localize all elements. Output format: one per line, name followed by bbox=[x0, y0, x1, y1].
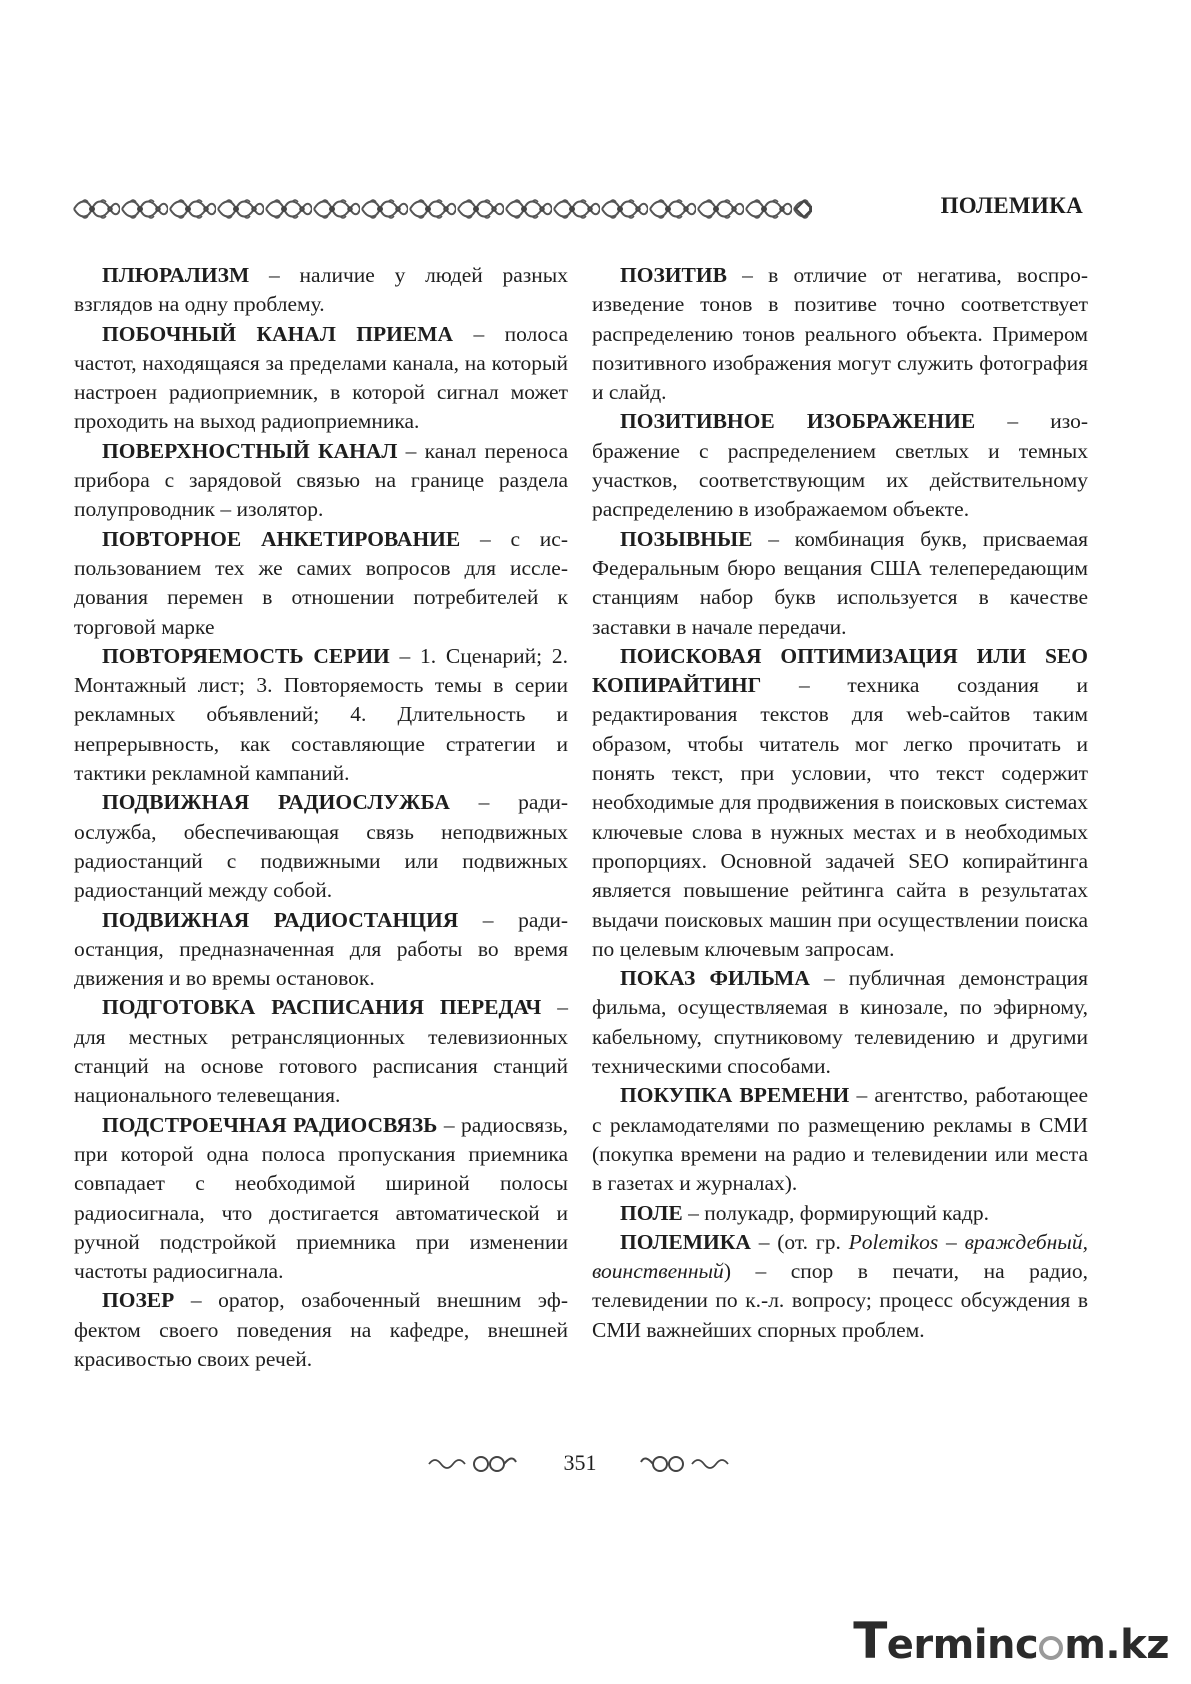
entry-definition: – агентство, работающее с рекламодателями по размещению рекламы в СМИ (покупка времени на радио и телевидении или места в газетах и журналах). bbox=[592, 1083, 1088, 1196]
site-watermark bbox=[853, 1612, 1169, 1670]
entry-definition: – полукадр, формирующий кадр. bbox=[682, 1200, 989, 1225]
entry-definition-start: – (от. гр. bbox=[750, 1229, 849, 1254]
entry-term: ПОЗЫВНЫЕ bbox=[620, 526, 753, 551]
dictionary-entry bbox=[592, 407, 1088, 524]
entry-term: ПОДВИЖНАЯ РАДИОСЛУЖБА bbox=[102, 790, 450, 815]
dictionary-entry bbox=[74, 788, 568, 905]
entry-term: ПОИСКОВАЯ ОПТИМИЗАЦИЯ ИЛИ SEO КОПИРАЙТИНГ bbox=[592, 643, 1088, 698]
right-column bbox=[592, 261, 1088, 1345]
entry-term: ПЛЮРАЛИЗМ bbox=[102, 263, 250, 287]
page-number: 351 bbox=[563, 1450, 597, 1475]
page-footer bbox=[0, 1448, 1191, 1480]
entry-definition: – полоса частот, находящаяся за пределами канала, на который настроен радиоприемник, в которой сигнал может проходить на выход радиоприемника. bbox=[74, 321, 568, 434]
entry-definition: – радиослужба, обеспечивающая связь неподвижных радиостанций с подвижными или подвижных радиостанций между собой. bbox=[74, 790, 568, 903]
dictionary-entry bbox=[592, 1199, 1088, 1228]
dictionary-entry bbox=[592, 1081, 1088, 1198]
dictionary-entry bbox=[74, 525, 568, 642]
dictionary-entry bbox=[592, 1228, 1088, 1345]
running-head: ПОЛЕМИКА bbox=[940, 193, 1083, 218]
entry-definition: – с использованием тех же самих вопросов для исследования перемен в отношении потребителей к торговой марке bbox=[74, 526, 568, 639]
entry-term: ПОДСТРОЕЧНАЯ РАДИОСВЯЗЬ bbox=[102, 1112, 438, 1137]
entry-term: ПОВТОРЯЕМОСТЬ СЕРИИ bbox=[102, 643, 390, 668]
entry-definition: – публичная демонстрация фильма, осуществляемая в кинозале, по эфирному, кабельному, спутниковому телевидению и другими техническими способами. bbox=[592, 966, 1088, 1079]
entry-term: ПОЛЕМИКА bbox=[620, 1229, 751, 1254]
dictionary-entry bbox=[592, 642, 1088, 964]
entry-term: ПОВТОРНОЕ АНКЕТИРОВАНИЕ bbox=[102, 526, 461, 551]
dictionary-entry bbox=[74, 642, 568, 788]
entry-term: ПОДВИЖНАЯ РАДИОСТАНЦИЯ bbox=[102, 907, 459, 932]
footer-ornament-left bbox=[425, 1452, 517, 1476]
entry-definition: – комбинация букв, присваемая Федеральным бюро вещания США телепередающим станциям набор букв используется в качестве заставки в начале передачи. bbox=[592, 526, 1088, 639]
entry-term: ПОВЕРХНОСТНЫЙ КАНАЛ bbox=[102, 438, 398, 463]
entry-definition: – 1. Сценарий; 2. Монтажный лист; 3. Повторяемость темы в серии рекламных объявлений; 4. Длительность и непрерывность, как составляющие стратегии и тактики рекламной кампаний. bbox=[74, 643, 568, 786]
dictionary-entry bbox=[74, 1111, 568, 1287]
left-column bbox=[74, 261, 568, 1374]
header-ornament bbox=[72, 196, 812, 222]
entry-term: ПОДГОТОВКА РАСПИСАНИЯ ПЕРЕДАЧ bbox=[102, 995, 542, 1020]
entry-definition: – канал переноса прибора с зарядовой связью на границе раздела полупроводник – изолятор. bbox=[74, 438, 568, 522]
entry-definition: ) – спор в печати, на радио, телевидении по к.-л. вопросу; процесс обсуждения в СМИ важнейших спорных проблем. bbox=[592, 1259, 1088, 1342]
watermark-initial: T bbox=[853, 1612, 887, 1670]
dictionary-entry bbox=[74, 320, 568, 437]
entry-term: ПОКУПКА ВРЕМЕНИ bbox=[620, 1083, 850, 1108]
entry-term: ПОКАЗ ФИЛЬМА bbox=[620, 966, 810, 991]
dictionary-entry bbox=[592, 525, 1088, 642]
dictionary-entry bbox=[74, 261, 568, 320]
entry-etymology: Polemikos – враждебный, воинственный bbox=[592, 1229, 1088, 1284]
entry-definition: – техника создания и редактирования текстов для web-сайтов таким образом, чтобы читатель мог легко прочитать и понять текст, при условии, что текст содержит необходимые для продвижения в поисковых системах ключевые слова в нужных местах и в необходимых пропорциях. Основной задачей SEO копирайтинга является повышение рейтинга сайта в результатах выдачи поисковых машин при осуществлении поиска по целевым ключевым запросам. bbox=[592, 673, 1088, 961]
entry-definition: – для местных ретрансляционных телевизионных станций на основе готового расписания станций национального телевещания. bbox=[74, 995, 568, 1108]
dictionary-entry bbox=[74, 437, 568, 525]
dictionary-entry bbox=[592, 261, 1088, 407]
entry-term: ПОЛЕ bbox=[620, 1200, 683, 1225]
dictionary-entry bbox=[74, 906, 568, 994]
entry-term: ПОЗИТИВНОЕ ИЗОБРАЖЕНИЕ bbox=[620, 409, 976, 434]
entry-definition: – изображение с распределением светлых и темных участков, соответствующим их действительному распределению в изображаемом объекте. bbox=[592, 409, 1089, 522]
entry-definition: – оратор, озабоченный внешним эффектом своего поведения на кафедре, внешней красивостью своих речей. bbox=[74, 1288, 568, 1371]
footer-ornament-right bbox=[640, 1452, 732, 1476]
watermark-suffix: m.kz bbox=[1064, 1622, 1169, 1668]
entry-term: ПОЗЕР bbox=[102, 1288, 175, 1313]
dictionary-entry bbox=[74, 993, 568, 1110]
entry-definition: – в отличие от негатива, воспроизведение тонов в позитиве точно соответствует распределению тонов реального объекта. Примером позитивного изображения могут служить фотография и слайд. bbox=[592, 263, 1088, 405]
entry-term: ПОБОЧНЫЙ КАНАЛ ПРИЕМА bbox=[102, 321, 454, 346]
entry-term: ПОЗИТИВ bbox=[620, 263, 727, 287]
watermark-middle: erminc bbox=[886, 1622, 1039, 1668]
entry-definition: – наличие у людей разных взглядов на одну проблему. bbox=[74, 263, 568, 317]
dictionary-entry bbox=[74, 1286, 568, 1374]
watermark-o-icon bbox=[1039, 1636, 1063, 1660]
entry-definition: – радиостанция, предназначенная для работы во время движения и во времы остановок. bbox=[74, 907, 568, 991]
dictionary-entry bbox=[592, 964, 1088, 1081]
entry-definition: – радиосвязь, при которой одна полоса пропускания приемника совпадает с необходимой шириной полосы радиосигнала, что достигается автоматической и ручной подстройкой приемника при изменении частоты радиосигнала. bbox=[74, 1112, 568, 1284]
